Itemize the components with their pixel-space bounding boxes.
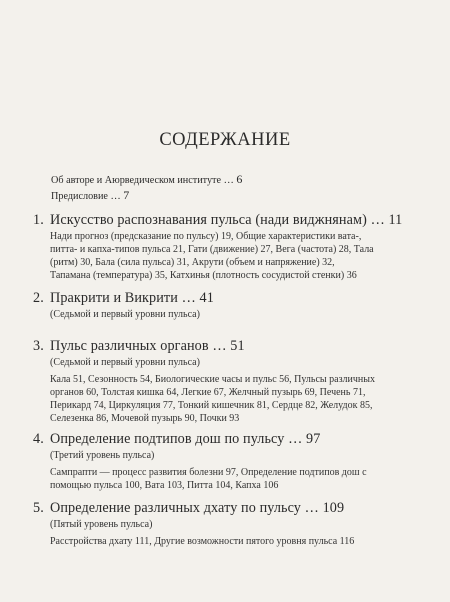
chapter-contents	[50, 230, 433, 282]
chapter-subtitle: (Седьмой и первый уровни пульса)	[50, 309, 200, 320]
contents-line: (ритм) 30, Бала (сила пульса) 31, Акрути (объем и напряжение) 32,	[50, 257, 335, 268]
chapter-title	[33, 500, 433, 517]
contents-line: Тапамана (температура) 35, Катхинья (плотность сосудистой стенки) 36	[50, 270, 357, 281]
front-item-text: Предисловие …	[51, 191, 124, 202]
chapter-2	[33, 290, 433, 322]
chapter-title	[33, 338, 433, 355]
contents-line: питта- и капха-типов пульса 21, Гати (движение) 27, Вега (частота) 28, Тала	[50, 244, 374, 255]
chapter-1	[33, 212, 433, 282]
contents-line: Перикард 74, Циркуляция 77, Тонкий кишечник 81, Сердце 82, Желудок 85,	[50, 400, 373, 411]
chapter-title-text: Определение подтипов дош по пульсу … 97	[50, 431, 321, 447]
contents-line: Нади прогноз (предсказание по пульсу) 19, Общие характеристики вата-,	[50, 231, 362, 242]
chapter-subtitle: (Седьмой и первый уровни пульса)	[50, 357, 200, 368]
chapter-title-text: Пракрити и Викрити … 41	[50, 290, 214, 306]
chapter-title-text: Искусство распознавания пульса (нади виджнянам) … 11	[50, 212, 403, 228]
chapter-subtitle: (Третий уровень пульса)	[50, 450, 155, 461]
chapter-title	[33, 212, 433, 229]
front-item-preface	[51, 188, 242, 204]
chapter-number: 5.	[33, 500, 44, 516]
contents-line: помощью пульса 100, Вата 103, Питта 104, Капха 106	[50, 480, 279, 491]
chapter-4	[33, 431, 433, 492]
chapter-title	[33, 290, 433, 307]
chapter-3	[33, 338, 433, 425]
chapter-contents	[50, 373, 433, 425]
contents-line: Кала 51, Сезонность 54, Биологические часы и пульс 56, Пульсы различных	[50, 374, 375, 385]
contents-line: Расстройства дхату 111, Другие возможности пятого уровня пульса 116	[50, 536, 355, 547]
chapter-title-text: Определение различных дхату по пульсу … 109	[50, 500, 345, 516]
chapter-number: 2.	[33, 290, 44, 306]
chapter-contents	[50, 535, 433, 548]
chapter-number: 1.	[33, 212, 44, 228]
chapter-subtitle: (Пятый уровень пульса)	[50, 519, 153, 530]
contents-line: Селезенка 86, Мочевой пузырь 90, Почки 93	[50, 413, 240, 424]
chapter-number: 4.	[33, 431, 44, 447]
chapter-5	[33, 500, 433, 548]
front-item-page: 7	[123, 188, 130, 202]
chapter-title	[33, 431, 433, 448]
chapter-contents	[50, 466, 433, 492]
front-matter	[51, 172, 242, 204]
toc-heading: СОДЕРЖАНИЕ	[159, 130, 291, 150]
contents-line: органов 60, Толстая кишка 64, Легкие 67, Желчный пузырь 69, Печень 71,	[50, 387, 366, 398]
front-item-author	[51, 172, 242, 188]
contents-line: Сампрапти — процесс развития болезни 97, Определение подтипов дош с	[50, 467, 367, 478]
chapter-title-text: Пульс различных органов … 51	[50, 338, 245, 354]
chapter-number: 3.	[33, 338, 44, 354]
front-item-page: 6	[236, 172, 243, 186]
front-item-text: Об авторе и Аюрведическом институте …	[51, 175, 237, 186]
